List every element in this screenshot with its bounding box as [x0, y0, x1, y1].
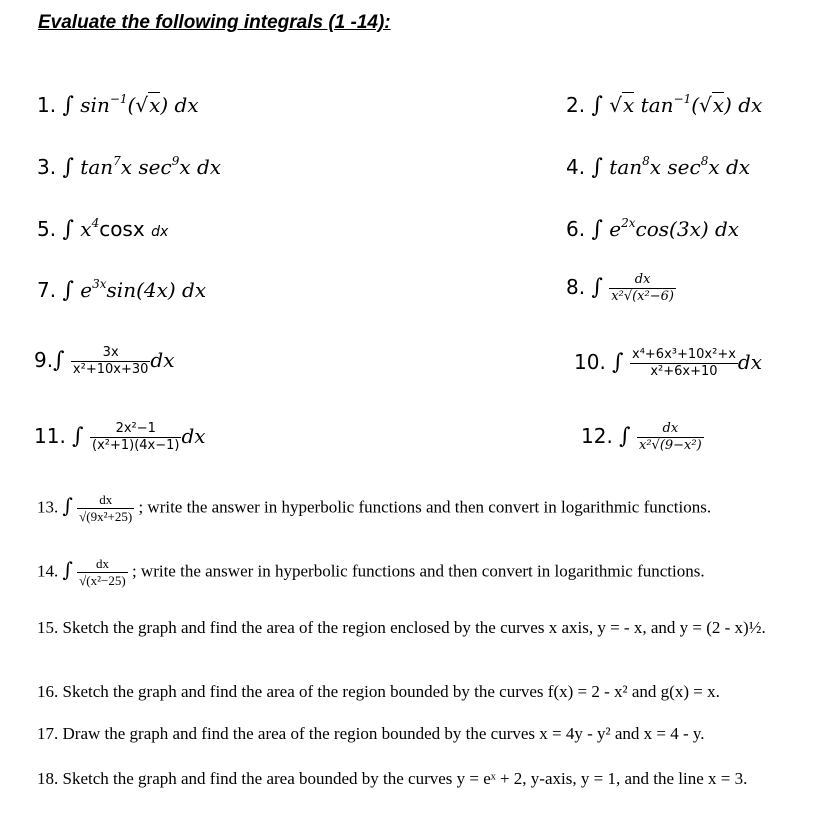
problem-15 — [37, 617, 817, 638]
integral-sign-icon: ∫ — [591, 155, 603, 180]
problem-number: 17. — [37, 724, 59, 743]
problem-6: 6. ∫ $e^{2x}\cos(3x)$ dx — [566, 216, 740, 242]
integral-sign-icon: ∫ — [62, 217, 74, 242]
integral-sign-icon: ∫ — [53, 348, 65, 373]
problem-18 — [37, 768, 757, 789]
problem-10: 10. ∫ $\frac{\text{x⁴+6x³+10x²+x}}{\text{x²+6x+10}}$ dx — [574, 347, 762, 379]
problem-text: Draw the graph and find the area of the region bounded by the curves x = 4y - y² and x = 4 - y. — [62, 724, 705, 743]
problem-12: 12. ∫ $\frac{dx}{\text{x²√(9−x²)}}$ — [581, 421, 702, 453]
problem-number: 9. — [34, 348, 54, 372]
integral-sign-icon: ∫ — [62, 557, 73, 582]
problem-number: 1. — [37, 93, 57, 117]
integral-sign-icon: ∫ — [591, 93, 603, 118]
integral-sign-icon: ∫ — [619, 424, 631, 449]
problem-instruction: ; write the answer in hyperbolic functions and then convert in logarithmic functions. — [138, 497, 712, 517]
problem-number: 4. — [566, 155, 586, 179]
problem-4: 4. ∫ $\tan^8x$ $\sec^8x$ dx — [566, 154, 751, 180]
integral-sign-icon: ∫ — [591, 275, 603, 300]
integral-sign-icon: ∫ — [72, 424, 84, 449]
problem-number: 6. — [566, 217, 586, 241]
problem-5: 5. ∫ $x^4\cos x$ dx — [37, 216, 169, 242]
problem-number: 14. — [37, 561, 59, 581]
problem-14: 14. ∫ $\frac{dx}{\text{√(x²−25)}}$ ; write the answer in hyperbolic functions and then convert in logarithmic functions. — [37, 556, 705, 588]
problem-9: 9.∫ $\frac{3x}{\text{x²+10x+30}}$ dx — [34, 345, 175, 377]
problem-17 — [37, 724, 705, 744]
problem-text: Sketch the graph and find the area bounded by the curves y = eˣ + 2, y-axis, y = 1, and the line x = 3. — [62, 769, 748, 788]
problem-number: 18. — [37, 769, 59, 788]
problem-8: 8. ∫ $\frac{dx}{\text{x²√(x²−6)}}$ — [566, 272, 674, 304]
problem-number: 12. — [581, 424, 613, 448]
problem-13: 13. ∫ $\frac{dx}{\text{√(9x²+25)}}$ ; write the answer in hyperbolic functions and then convert in logarithmic functions. — [37, 492, 712, 524]
problem-number: 3. — [37, 155, 57, 179]
problem-number: 13. — [37, 497, 59, 517]
problem-11: 11. ∫ $\frac{\text{2x²−1}}{\text{(x²+1)(4x−1)}}$ dx — [34, 421, 206, 453]
integral-sign-icon: ∫ — [62, 493, 73, 518]
problem-instruction: ; write the answer in hyperbolic functions and then convert in logarithmic functions. — [131, 561, 705, 581]
problem-text: Sketch the graph and find the area of the region bounded by the curves f(x) = 2 - x² and g(x) = x. — [62, 682, 720, 701]
problem-text: Sketch the graph and find the area of the region enclosed by the curves x axis, y = - x, and y = (2 - x)½. — [62, 618, 766, 637]
problem-2: 2. ∫ √x $\tan^{-1}(√x)$ dx — [566, 92, 763, 118]
problem-number: 15. — [37, 618, 59, 637]
problem-number: 8. — [566, 275, 586, 299]
problem-1: 1. ∫ $\sin^{-1}(√x)$ dx — [37, 92, 199, 118]
problem-number: 2. — [566, 93, 586, 117]
integral-sign-icon: ∫ — [62, 93, 74, 118]
integral-sign-icon: ∫ — [591, 217, 603, 242]
problem-7: 7. ∫ $e^{3x}\sin(4x)$ dx — [37, 277, 207, 303]
problem-3: 3. ∫ $\tan^7x$ $\sec^9x$ dx — [37, 154, 222, 180]
problem-number: 16. — [37, 682, 59, 701]
problem-number: 11. — [34, 424, 66, 448]
integral-sign-icon: ∫ — [612, 350, 624, 375]
integral-sign-icon: ∫ — [62, 278, 74, 303]
problem-16 — [37, 682, 720, 702]
page-title: Evaluate the following integrals (1 -14): — [38, 12, 391, 33]
integral-sign-icon: ∫ — [62, 155, 74, 180]
problem-number: 5. — [37, 217, 57, 241]
problem-number: 7. — [37, 278, 57, 302]
problem-number: 10. — [574, 350, 606, 374]
